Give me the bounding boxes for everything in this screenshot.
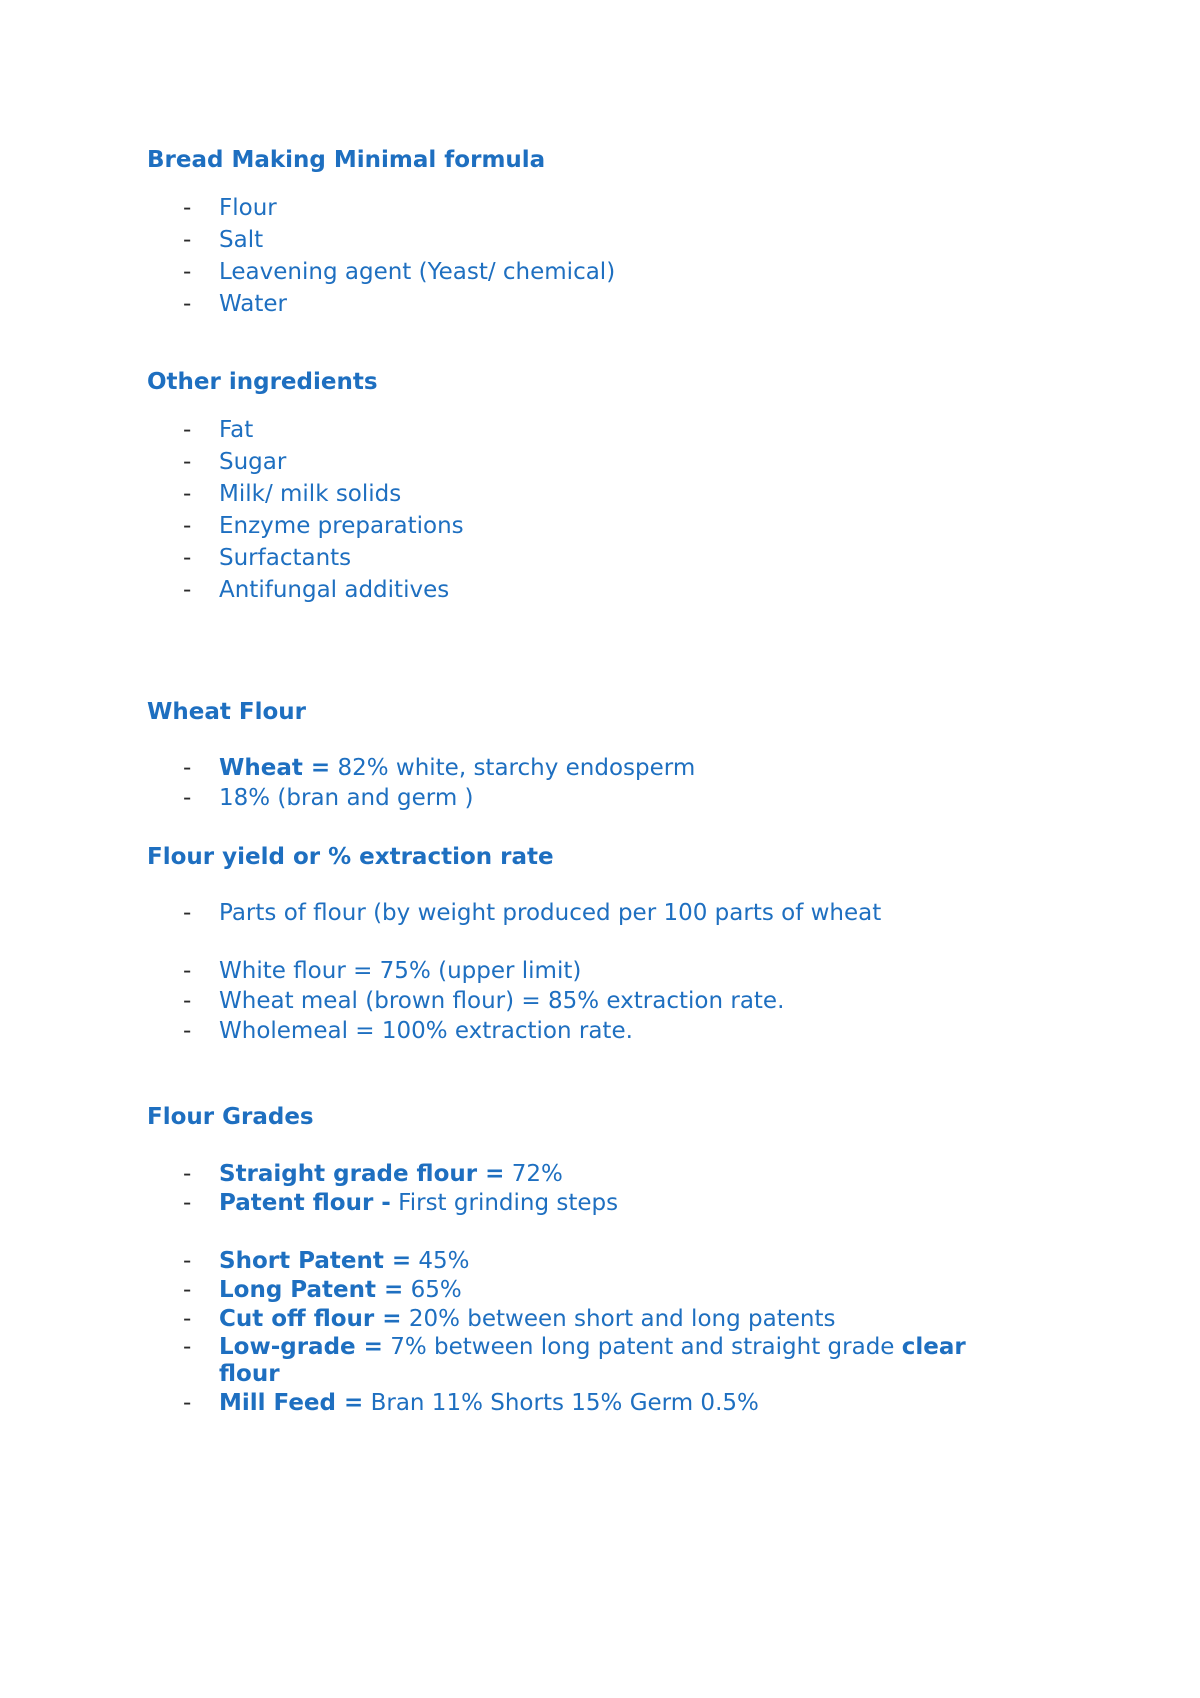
bullet-dash: - — [183, 481, 192, 507]
heading-other-ingredients: Other ingredients — [147, 369, 378, 395]
bullet-dash: - — [183, 577, 192, 603]
list-item: - Mill Feed = Bran 11% Shorts 15% Germ 0.5% — [0, 1388, 1200, 1419]
bullet-dash: - — [183, 513, 192, 539]
bullet-dash: - — [183, 1277, 192, 1303]
list-item: - Cut off flour = 20% between short and long patents — [183, 1306, 836, 1332]
list-item: - Fat — [0, 414, 1200, 446]
list-item: - Low-grade = 7% between long patent and straight grade clear flour — [183, 1334, 966, 1387]
list-item: - Patent flour - First grinding steps — [183, 1190, 619, 1216]
bullet-dash: - — [183, 259, 192, 285]
list-item: - Leavening agent (Yeast/ chemical) — [0, 256, 1200, 288]
other-ingredients-list — [0, 414, 1200, 606]
list-item: - Parts of flour (by weight produced per 100 parts of wheat — [183, 900, 882, 926]
list-item: - Water — [0, 288, 1200, 320]
list-item: - Surfactants — [0, 542, 1200, 574]
flour-grades-list — [0, 1160, 1200, 1419]
list-item: - Sugar — [0, 446, 1200, 478]
bullet-dash: - — [183, 900, 192, 926]
list-item: - Straight grade flour = 72% — [183, 1161, 563, 1187]
list-item: - Wheat = 82% white, starchy endosperm — [183, 755, 696, 781]
list-item: - 18% (bran and germ ) — [183, 785, 474, 811]
bullet-dash: - — [183, 449, 192, 475]
heading-flour-yield: Flour yield or % extraction rate — [147, 844, 554, 870]
bullet-dash: - — [183, 417, 192, 443]
bullet-dash: - — [183, 755, 192, 781]
bullet-dash: - — [183, 227, 192, 253]
bullet-dash: - — [183, 1161, 192, 1187]
list-item: - White flour = 75% (upper limit) — [183, 958, 582, 984]
list-item: - Wheat meal (brown flour) = 85% extraction rate. — [183, 988, 785, 1014]
bullet-dash: - — [183, 988, 192, 1014]
bullet-dash: - — [183, 785, 192, 811]
bullet-dash: - — [183, 1334, 192, 1360]
bullet-dash: - — [183, 1248, 192, 1274]
bullet-dash: - — [183, 958, 192, 984]
list-item: - Enzyme preparations — [0, 510, 1200, 542]
bullet-dash: - — [183, 545, 192, 571]
wheat-flour-list — [0, 753, 1200, 813]
heading-wheat-flour: Wheat Flour — [147, 699, 306, 725]
list-item: - Flour — [0, 192, 1200, 224]
heading-minimal-formula: Bread Making Minimal formula — [147, 147, 546, 173]
heading-flour-grades: Flour Grades — [147, 1104, 314, 1130]
list-item: - Salt — [0, 224, 1200, 256]
bullet-dash: - — [183, 1306, 192, 1332]
bullet-dash: - — [183, 1390, 192, 1416]
list-item: - Wholemeal = 100% extraction rate. — [183, 1018, 633, 1044]
list-item: - Antifungal additives — [0, 574, 1200, 606]
bullet-dash: - — [183, 1018, 192, 1044]
list-item: - Short Patent = 45% — [183, 1248, 470, 1274]
list-item: - Long Patent = 65% — [183, 1277, 462, 1303]
minimal-formula-list — [0, 192, 1200, 320]
list-item: - Milk/ milk solids — [0, 478, 1200, 510]
flour-yield-list — [0, 898, 1200, 1046]
bullet-dash: - — [183, 291, 192, 317]
bullet-dash: - — [183, 1190, 192, 1216]
bullet-dash: - — [183, 195, 192, 221]
